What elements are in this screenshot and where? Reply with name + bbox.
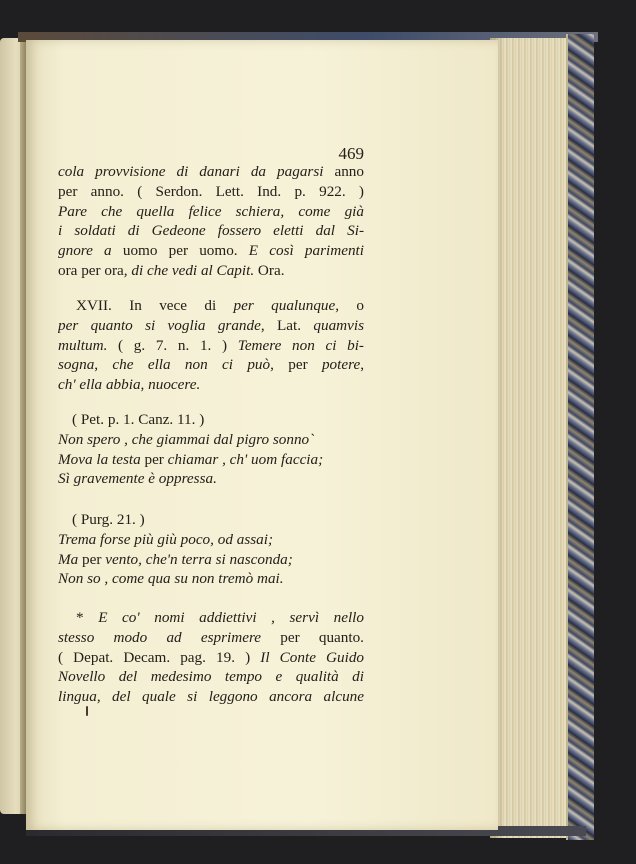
text-line xyxy=(58,430,364,450)
text-line xyxy=(58,241,364,261)
text-line xyxy=(58,336,364,356)
italic-text: multum. xyxy=(58,336,108,354)
marbled-cover xyxy=(566,34,594,840)
italic-text: del quale si leggono ancora alcune xyxy=(112,688,364,706)
roman-text: , Lat. xyxy=(260,316,314,334)
page-number: 469 xyxy=(338,144,364,163)
text-line xyxy=(58,628,364,648)
paragraph-1 xyxy=(58,162,364,281)
text-line xyxy=(58,410,364,430)
italic-text: che ella non ci può xyxy=(112,356,271,374)
italic-text: provvisione di danari da pagarsi xyxy=(95,163,324,180)
roman-text: per xyxy=(140,450,168,468)
roman-text: , xyxy=(96,688,113,706)
italic-text: Trema forse più giù poco, od assai; xyxy=(58,530,274,548)
roman-text: per quanto. xyxy=(261,628,364,646)
italic-text: quamvis xyxy=(313,316,364,334)
roman-text: , xyxy=(94,356,113,374)
italic-text: chiamar , ch' uom faccia; xyxy=(167,450,324,468)
italic-text: nuocere. xyxy=(148,376,201,394)
text-line xyxy=(58,608,364,628)
ink-mark xyxy=(86,706,88,716)
roman-text: , o xyxy=(335,297,364,314)
italic-text: Ma xyxy=(58,550,79,568)
italic-text: Pare che quella felice schiera, come già xyxy=(58,202,364,220)
italic-text: ch' ella abbia xyxy=(58,376,141,394)
roman-text: , xyxy=(360,356,364,374)
italic-text: per qualunque xyxy=(233,297,336,314)
italic-text: E co' nomi addiettivi , servì nello xyxy=(98,609,364,626)
italic-text: Il Conte Guido xyxy=(260,648,364,666)
text-line xyxy=(58,469,364,489)
roman-text: ora per ora xyxy=(58,261,124,279)
text-line xyxy=(58,182,364,202)
text-line xyxy=(58,648,364,668)
roman-text: uomo per uomo. xyxy=(111,242,249,260)
text-line xyxy=(58,550,364,570)
italic-text: Mova la testa xyxy=(58,450,141,468)
text-line xyxy=(58,355,364,375)
roman-text: ( Purg. 21. ) xyxy=(72,511,145,528)
text-line xyxy=(58,510,364,530)
roman-text: anno xyxy=(323,163,364,180)
roman-text: per xyxy=(78,550,106,568)
text-line xyxy=(58,316,364,336)
italic-text: lingua xyxy=(58,688,97,706)
roman-text: XVII. In vece di xyxy=(76,297,234,314)
italic-text: i soldati di Gedeone fossero eletti dal Si- xyxy=(58,222,364,240)
roman-text: , per xyxy=(270,356,322,374)
text-line xyxy=(58,687,364,707)
italic-text: Temere non ci bi- xyxy=(237,336,364,354)
roman-text: ( g. 7. n. 1. ) xyxy=(107,336,238,354)
italic-text: Sì gravemente è oppressa. xyxy=(58,470,217,488)
italic-text: potere xyxy=(321,356,361,374)
italic-text: cola xyxy=(58,163,96,180)
italic-text: Non spero , che giammai dal pigro sonno` xyxy=(58,430,315,448)
text-line xyxy=(58,530,364,550)
italic-text: vento, che'n terra si nasconda; xyxy=(105,550,293,568)
text-line xyxy=(58,202,364,222)
text-line xyxy=(58,450,364,470)
text-line xyxy=(58,221,364,241)
text-line xyxy=(58,667,364,687)
italic-text: Novello del medesimo tempo e qualità di xyxy=(58,668,364,686)
text-line xyxy=(58,569,364,589)
text-line xyxy=(58,162,364,182)
italic-text: E così parimenti xyxy=(248,242,364,260)
paragraph-3 xyxy=(58,410,364,489)
text-line xyxy=(58,296,364,316)
roman-text: * xyxy=(76,609,99,626)
roman-text: ( Depat. Decam. pag. 19. ) xyxy=(58,648,261,666)
roman-text: per anno. ( Serdon. Lett. Ind. p. 922. ) xyxy=(58,182,364,200)
paragraph-2 xyxy=(58,296,364,395)
italic-text: sogna xyxy=(58,356,95,374)
roman-text: , xyxy=(140,376,149,394)
italic-text: Non so , come qua su non tremò mai. xyxy=(58,570,284,588)
text-line xyxy=(58,375,364,395)
paragraph-5 xyxy=(58,608,364,707)
roman-text: Ora. xyxy=(254,261,285,279)
italic-text: , di che vedi al Capit. xyxy=(123,261,255,279)
roman-text: ( Pet. p. 1. Canz. 11. ) xyxy=(72,411,205,428)
paragraph-4 xyxy=(58,510,364,589)
italic-text: per quanto si voglia grande xyxy=(58,316,261,334)
text-line xyxy=(58,261,364,281)
italic-text: gnore a xyxy=(58,242,112,260)
italic-text: stesso modo ad esprimere xyxy=(58,628,262,646)
